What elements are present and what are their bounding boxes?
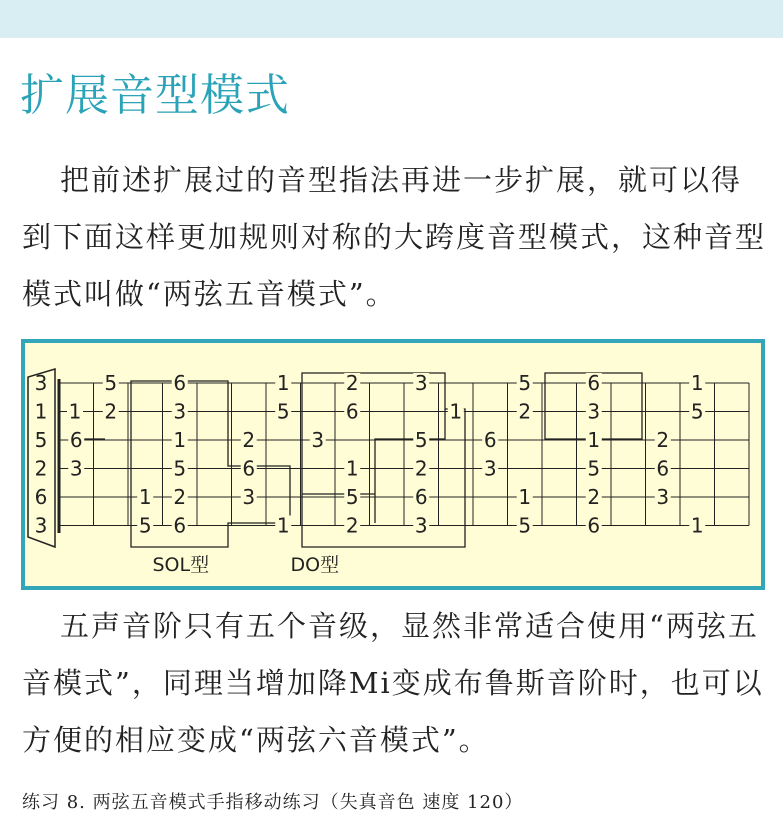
note-degree: 5: [690, 399, 704, 424]
note-degree: 3: [311, 428, 325, 452]
open-string-degree: 6: [34, 485, 48, 509]
note-degree: 1: [345, 456, 359, 481]
note-degree: 5: [518, 513, 532, 538]
note-degree: 2: [345, 371, 359, 395]
open-string-degree: 3: [34, 371, 48, 395]
note-degree: 5: [518, 371, 532, 395]
fretboard-svg: [25, 343, 761, 586]
note-degree: 2: [173, 485, 187, 509]
fretboard-diagram: [21, 339, 765, 590]
note-degree: 3: [69, 456, 83, 481]
note-degree: 1: [587, 428, 601, 452]
section-heading: 扩展音型模式: [20, 70, 290, 121]
note-degree: 6: [173, 513, 187, 538]
pentatonic-paragraph: [22, 598, 772, 769]
note-degree: 2: [242, 428, 256, 452]
pentatonic-paragraph-text: 五声音阶只有五个音级，显然非常适合使用“两弦五音模式”，同理当增加降Mi变成布鲁斯音阶时，也可以方便的相应变成“两弦六音模式”。: [22, 609, 764, 757]
note-degree: 3: [173, 399, 187, 424]
note-degree: 2: [587, 485, 601, 509]
note-degree: 6: [587, 513, 601, 538]
note-degree: 1: [138, 485, 152, 509]
note-degree: 5: [414, 428, 428, 452]
intro-paragraph: [22, 152, 772, 323]
exercise-caption: 练习 8. 两弦五音模式手指移动练习（失真音色 速度 120）: [22, 792, 524, 813]
note-degree: 1: [690, 371, 704, 395]
note-degree: 6: [242, 456, 256, 481]
note-degree: 1: [690, 513, 704, 538]
note-degree: 2: [104, 399, 118, 424]
note-degree: 1: [518, 485, 532, 509]
note-degree: 6: [69, 428, 83, 452]
note-degree: 3: [414, 371, 428, 395]
do-pattern-step: [375, 409, 445, 523]
note-degree: 2: [345, 513, 359, 538]
note-degree: 6: [345, 399, 359, 424]
note-degree: 1: [276, 513, 290, 538]
note-degree: 6: [656, 456, 670, 481]
note-degree: 3: [242, 485, 256, 509]
pattern-type-labels: [153, 554, 340, 576]
open-string-notes: [35, 371, 48, 538]
note-degree: 5: [173, 456, 187, 481]
note-degree: 3: [483, 456, 497, 481]
open-string-degree: 1: [34, 399, 48, 424]
note-degree: 5: [104, 371, 118, 395]
note-degree: 6: [483, 428, 497, 452]
open-string-degree: 5: [34, 428, 48, 452]
note-degree: 6: [587, 371, 601, 395]
note-degree: 1: [68, 399, 82, 424]
note-degree: 2: [518, 399, 532, 424]
note-degree: 5: [587, 456, 601, 481]
do-pattern-outline: [302, 373, 465, 547]
top-band: [0, 0, 783, 38]
note-degree: 5: [138, 513, 152, 538]
note-degree: 2: [414, 456, 428, 481]
note-degree: 2: [656, 428, 670, 452]
note-degree: 1: [276, 371, 290, 395]
open-string-degree: 2: [34, 456, 48, 481]
note-degree: 1: [449, 399, 463, 424]
note-degree: 5: [345, 485, 359, 509]
note-degree: 6: [414, 485, 428, 509]
open-string-degree: 3: [34, 513, 48, 538]
pattern-type-label: SOL型: [152, 554, 210, 576]
note-degree: 6: [173, 371, 187, 395]
note-degree: 3: [414, 513, 428, 538]
intro-paragraph-text: 把前述扩展过的音型指法再进一步扩展，就可以得到下面这样更加规则对称的大跨度音型模式，这种音型模式叫做“两弦五音模式”。: [22, 163, 767, 311]
note-degree: 1: [173, 428, 187, 452]
pattern-type-label: DO型: [290, 554, 340, 576]
note-degree: 3: [656, 485, 670, 509]
note-degree: 3: [587, 399, 601, 424]
note-degree: 5: [276, 399, 290, 424]
